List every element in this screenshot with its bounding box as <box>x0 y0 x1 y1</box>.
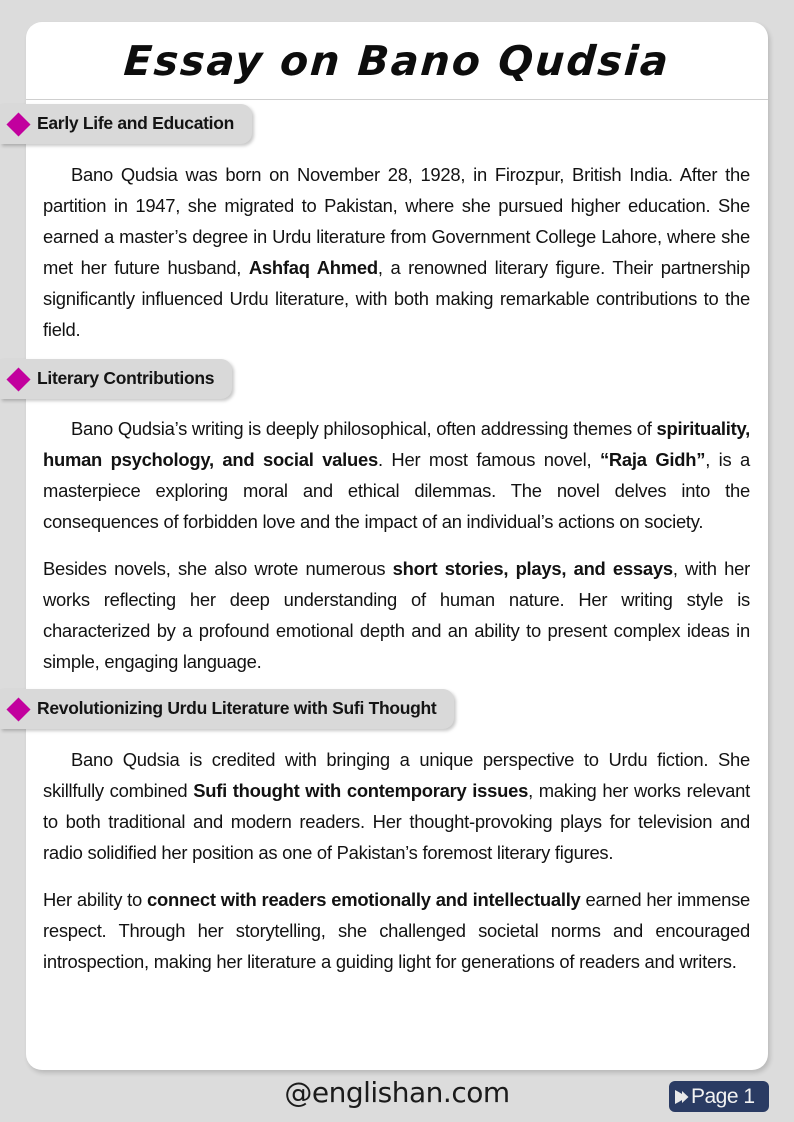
section-heading-row <box>0 104 768 148</box>
page-title: Essay on Bano Qudsia <box>122 36 672 85</box>
body-text: Bano Qudsia’s writing is deeply philosophical, often addressing themes of <box>71 418 657 439</box>
section-heading-row <box>0 359 768 403</box>
body-text: Bano Qudsia was born on November 28, 1928, in Firozpur, British India. After the partition in 1947, she migrated to Pakistan, where she pursued higher education. She earned a master’s degree in Urdu literature from Government College Lahore, where she met her future husband, <box>43 164 750 278</box>
paragraph <box>26 413 768 537</box>
title-area <box>26 22 768 99</box>
emphasis-text: short stories, plays, and essays <box>392 558 673 579</box>
emphasis-text: Ashfaq Ahmed <box>248 257 378 278</box>
section-heading-row <box>0 689 768 733</box>
body-text: , making her works relevant to both traditional and modern readers. Her thought-provoking plays for television and radio solidified her position as one of Pakistan’s foremost literary figures. <box>43 780 750 863</box>
page-number-badge <box>669 1081 769 1112</box>
section-early-life-and-education <box>26 104 768 359</box>
site-credit: @englishan.com <box>284 1076 510 1109</box>
section-paragraphs <box>26 148 768 359</box>
title-divider <box>26 99 768 100</box>
paragraph <box>26 553 768 677</box>
paragraph <box>26 159 768 345</box>
body-text: , is a masterpiece exploring moral and ethical dilemmas. The novel delves into the consequences of forbidden love and the impact of an individual’s actions on society. <box>43 449 751 532</box>
diamond-bullet-icon <box>6 367 30 391</box>
document-body <box>26 104 768 977</box>
emphasis-text: spirituality, human psychology, and social values <box>43 418 750 470</box>
body-text: earned her immense respect. Through her storytelling, she challenged societal norms and encouraged introspection, making her literature a guiding light for generations of readers and writers. <box>43 889 751 972</box>
body-text: , with her works reflecting her deep understanding of human nature. Her writing style is characterized by a profound emotional depth and an ability to present complex ideas in simple, engaging language. <box>43 558 750 672</box>
section-heading-tab[interactable] <box>0 104 252 144</box>
section-literary-contributions <box>26 359 768 689</box>
section-paragraphs <box>26 733 768 977</box>
body-text: Besides novels, she also wrote numerous <box>43 558 393 579</box>
emphasis-text: “Raja Gidh” <box>599 449 706 470</box>
section-heading-label: Literary Contributions <box>37 368 215 389</box>
emphasis-text: connect with readers emotionally and intellectually <box>147 889 581 910</box>
section-heading-label: Early Life and Education <box>37 113 235 134</box>
section-paragraphs <box>26 403 768 689</box>
section-heading-tab[interactable] <box>0 689 454 729</box>
paragraph <box>26 744 768 868</box>
page-number-label: Page 1 <box>691 1085 755 1108</box>
section-heading-tab[interactable] <box>0 359 232 399</box>
arrow-right-icon <box>674 1088 690 1106</box>
body-text: . Her most famous novel, <box>377 449 600 470</box>
diamond-bullet-icon <box>6 697 30 721</box>
section-heading-label: Revolutionizing Urdu Literature with Sufi Thought <box>37 698 437 719</box>
document-card <box>26 22 768 1070</box>
diamond-bullet-icon <box>6 112 30 136</box>
section-revolutionizing-urdu-literature <box>26 689 768 977</box>
body-text: Bano Qudsia is credited with bringing a unique perspective to Urdu fiction. She skillfully combined <box>43 749 750 801</box>
body-text: Her ability to <box>43 889 147 910</box>
paragraph <box>26 884 768 977</box>
emphasis-text: Sufi thought with contemporary issues <box>193 780 529 801</box>
body-text: , a renowned literary figure. Their partnership significantly influenced Urdu literature, with both making remarkable contributions to the field. <box>43 257 750 340</box>
